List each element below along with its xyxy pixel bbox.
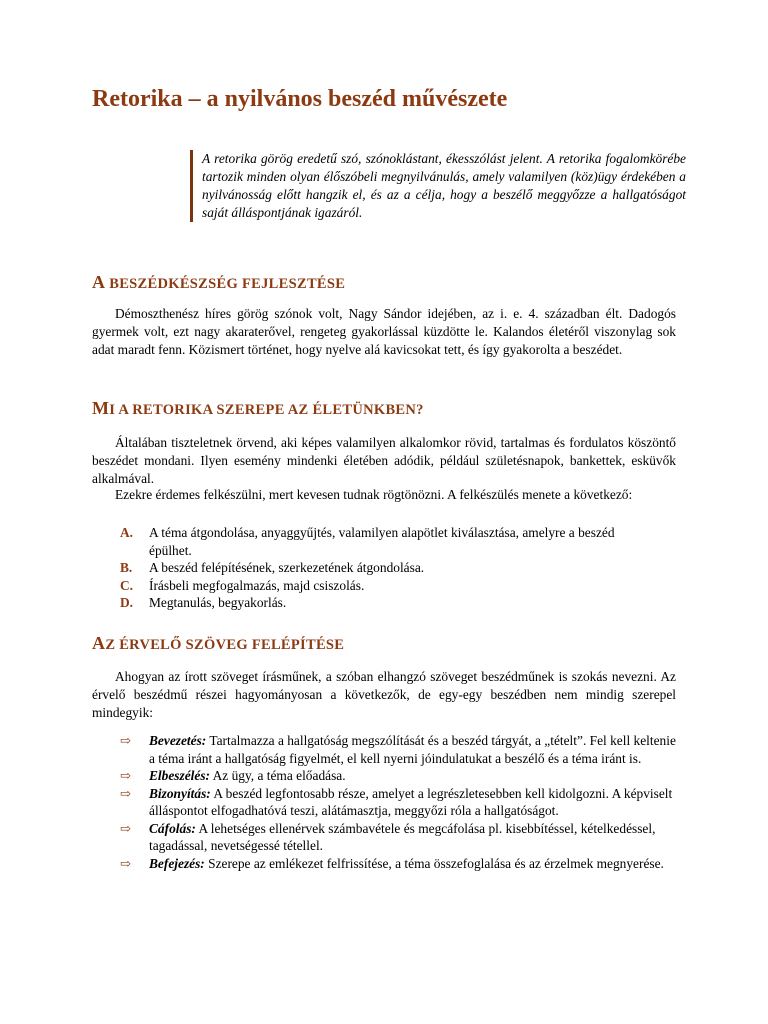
preparation-steps-list — [92, 524, 652, 612]
list-marker: D. — [120, 595, 134, 610]
list-marker: B. — [120, 560, 133, 575]
intro-quote: A retorika görög eredetű szó, szónoklástant, ékesszólást jelent. A retorika fogalomkörébe tartozik minden olyan élőszóbeli megnyilvánulás, amely valamilyen (köz)ügy érdekében a nyilvánosság előtt hangzik el, és az a célja, hogy a beszélő meggyőzze a hallgatóságot saját álláspontjának igazáról. — [190, 150, 686, 222]
section2-paragraph-1: Általában tiszteletnek örvend, aki képes valamilyen alkalomkor rövid, tartalmas és fordulatos köszöntő beszédet mondani. Ilyen esemény mindenki életében adódik, például születésnapok, bankettek, esküvők alkalmával. — [92, 435, 676, 486]
section1-paragraph: Démoszthenész híres görög szónok volt, Nagy Sándor idejében, az i. e. 4. században élt. Dadogós gyermek volt, ezt nagy akaraterővel, rengeteg gyakorlással küzdötte le. Kalandos életéről viszonylag sok adat maradt fenn. Közismert történet, hogy nyelve alá kavicsokat tett, és így gyakorolta a beszédet. — [92, 306, 676, 357]
list-item-text: A beszéd felépítésének, szerkezetének átgondolása. — [149, 560, 425, 575]
list-item — [92, 559, 652, 577]
list-item-text: A lehetséges ellenérvek számbavétele és megcáfolása pl. kisebbítéssel, kételkedéssel, tagadással, nevetségessé tétellel. — [149, 820, 656, 853]
list-marker: A. — [120, 525, 134, 540]
list-item-text: Megtanulás, begyakorlás. — [149, 595, 287, 610]
list-marker: C. — [120, 577, 134, 593]
speech-parts-list — [120, 732, 680, 872]
section-heading-retorika-szerepe — [92, 398, 424, 419]
list-term: Befejezés: — [149, 855, 205, 871]
list-item-text: Az ügy, a téma előadása. — [210, 768, 346, 783]
list-item-text: Írásbeli megfogalmazás, majd csiszolás. — [149, 577, 365, 593]
list-item — [120, 785, 680, 820]
hollow-right-arrow-icon: ⇨ — [120, 785, 131, 801]
list-item — [120, 767, 680, 785]
section2-paragraph-2: Ezekre érdemes felkészülni, mert kevesen tudnak rögtönözni. A felkészülés menete a következő: — [115, 487, 633, 502]
section3-paragraph: Ahogyan az írott szöveget írásműnek, a szóban elhangzó szöveget beszédműnek is szokás nevezni. Az érvelő beszédmű részei hagyományosan a következők, de egy-egy beszédben nem mindig szerepel mindegyik: — [92, 669, 676, 720]
list-item — [120, 820, 680, 855]
list-item — [92, 594, 652, 612]
hollow-right-arrow-icon: ⇨ — [120, 820, 131, 836]
heading-rest: I A RETORIKA SZEREPE AZ ÉLETÜNKBEN? — [109, 402, 424, 418]
section-heading-ervelo-szoveg — [92, 633, 344, 654]
hollow-right-arrow-icon: ⇨ — [120, 733, 131, 748]
page-title: Retorika – a nyilvános beszéd művészete — [92, 86, 508, 112]
list-term: Cáfolás: — [149, 820, 196, 836]
list-item — [120, 855, 680, 873]
heading-rest: BESZÉDKÉSZSÉG FEJLESZTÉSE — [105, 276, 346, 292]
hollow-right-arrow-icon: ⇨ — [120, 768, 131, 783]
heading-initial: M — [92, 398, 110, 418]
list-item-text: Tartalmazza a hallgatóság megszólítását és a beszéd tárgyát, a „tételt”. Fel kell keltenie a téma iránt a hallgatóság figyelmét, el kell nyerni jóindulatukat a beszélő és a téma iránt is. — [149, 733, 676, 766]
list-term: Bizonyítás: — [149, 785, 211, 801]
list-item — [120, 732, 680, 767]
list-item — [92, 524, 652, 559]
heading-initial: A — [92, 633, 106, 653]
heading-initial: A — [92, 272, 106, 292]
heading-rest: Z ÉRVELŐ SZÖVEG FELÉPÍTÉSE — [105, 637, 345, 653]
list-term: Elbeszélés: — [149, 768, 210, 783]
list-item-text: Szerepe az emlékezet felfrissítése, a téma összefoglalása és az érzelmek megnyerése. — [204, 855, 664, 871]
list-item — [92, 577, 652, 595]
list-item-text: A beszéd legfontosabb része, amelyet a legrészletesebben kell kidolgozni. A képviselt álláspontot elfogadhatóvá teszi, alátámasztja, meggyőzi róla a hallgatóságot. — [149, 785, 673, 818]
list-item-text: A téma átgondolása, anyaggyűjtés, valamilyen alapötlet kiválasztása, amelyre a beszéd épülhet. — [149, 525, 615, 558]
hollow-right-arrow-icon: ⇨ — [120, 855, 131, 871]
section-heading-beszedkeszseg — [92, 272, 345, 293]
list-term: Bevezetés: — [149, 733, 207, 748]
